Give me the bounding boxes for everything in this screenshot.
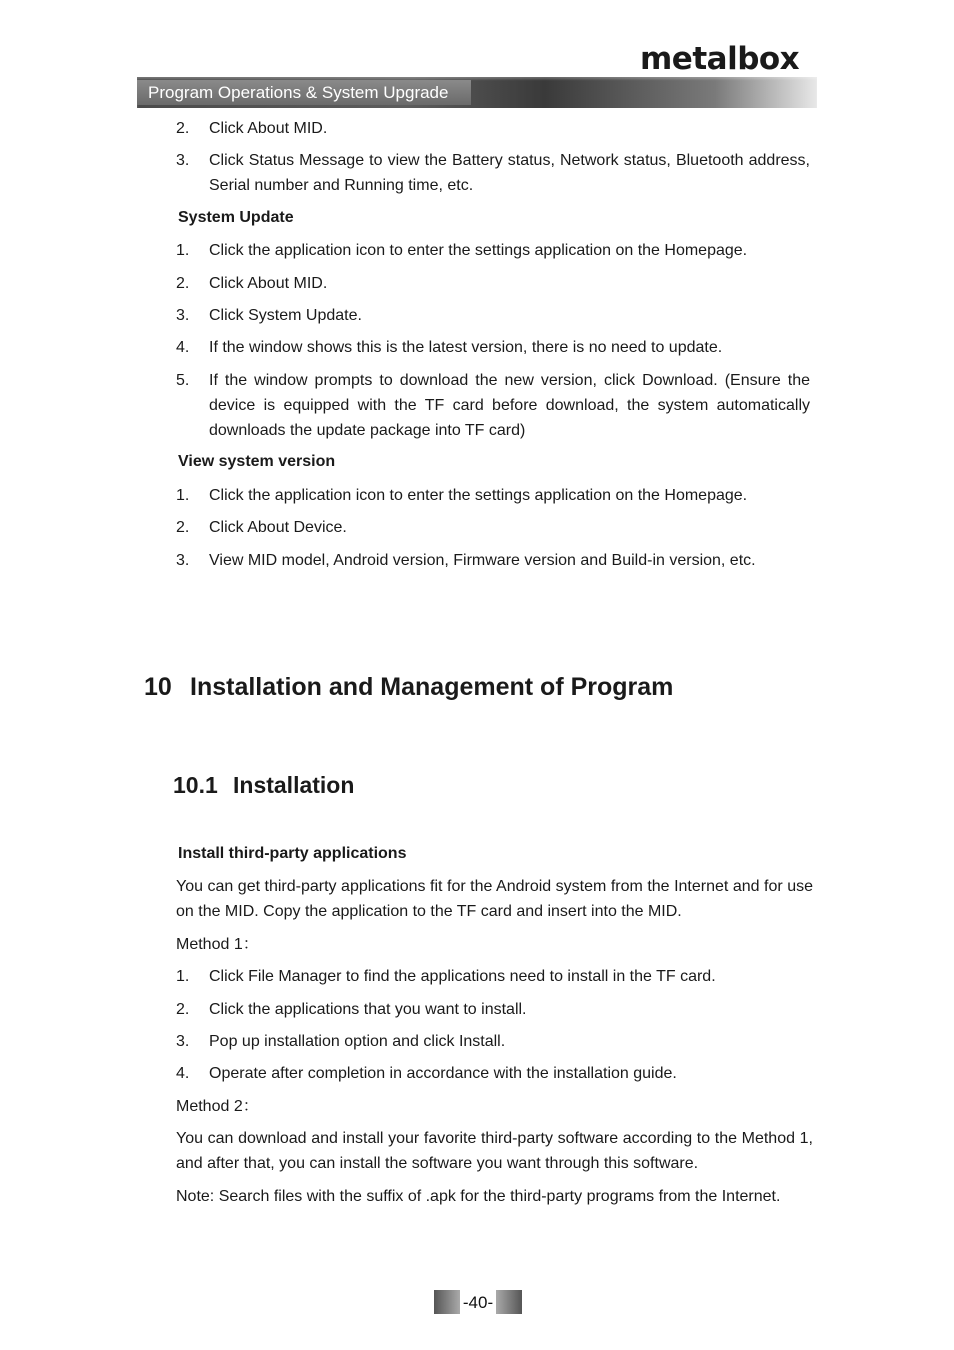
page-number: -40- [462, 1293, 494, 1312]
footer-decor-left [434, 1290, 460, 1314]
list-number: 2. [176, 1001, 190, 1018]
list-number: 2. [176, 275, 190, 292]
list-item: Click Status Message to view the Battery status, Network status, Bluetooth address, Serial number and Running time, etc. [209, 152, 810, 194]
list-number: 2. [176, 120, 190, 137]
list-item: Click the application icon to enter the settings application on the Homepage. [209, 242, 748, 259]
list-number: 5. [176, 372, 190, 389]
list-item: Click File Manager to find the applications need to install in the TF card. [209, 968, 716, 985]
method2-text: You can download and install your favorite third-party software according to the Method 1, and after that, you can install the software you want through this software. [176, 1130, 813, 1172]
install-heading: Install third-party applications [178, 845, 407, 862]
list-number: 3. [176, 552, 190, 569]
chapter-title: Installation and Management of Program [190, 673, 674, 701]
list-item: Click About MID. [209, 275, 328, 292]
list-number: 4. [176, 1065, 190, 1082]
list-item: If the window shows this is the latest version, there is no need to update. [209, 339, 723, 356]
list-number: 1. [176, 487, 190, 504]
list-item: Click About Device. [209, 519, 347, 536]
list-number: 3. [176, 152, 190, 169]
section-number: 10.1 [173, 772, 218, 798]
method2-label: Method 2： [176, 1098, 259, 1115]
list-item: Operate after completion in accordance with the installation guide. [209, 1065, 677, 1082]
list-item: View MID model, Android version, Firmware version and Build-in version, etc. [209, 552, 756, 569]
system-update-heading: System Update [178, 209, 294, 226]
list-item: Click the applications that you want to install. [209, 1001, 527, 1018]
chapter-heading [144, 671, 673, 703]
logo-graphic [640, 38, 810, 78]
list-number: 3. [176, 307, 190, 324]
footer-decor-right [496, 1290, 522, 1314]
page-footer [434, 1290, 522, 1314]
chapter-number: 10 [144, 673, 172, 701]
install-note: Note: Search files with the suffix of .apk for the third-party programs from the Internet. [176, 1188, 781, 1205]
logo-text: metalbox [640, 41, 800, 77]
list-number: 2. [176, 519, 190, 536]
method1-label: Method 1： [176, 936, 259, 953]
view-system-version-heading: View system version [178, 453, 336, 470]
list-item: Pop up installation option and click Install. [209, 1033, 506, 1050]
list-number: 4. [176, 339, 190, 356]
list-number: 3. [176, 1033, 190, 1050]
section-title: Installation [233, 772, 355, 798]
install-intro: You can get third-party applications fit for the Android system from the Internet and for use on the MID. Copy the application to the TF card and insert into the MID. [176, 878, 813, 920]
list-item: Click System Update. [209, 307, 362, 324]
list-number: 1. [176, 968, 190, 985]
list-item: If the window prompts to download the new version, click Download. (Ensure the device is equipped with the TF card before download, the system automatically downloads the update package into TF card) [209, 372, 810, 439]
section-heading [173, 770, 354, 800]
list-number: 1. [176, 242, 190, 259]
list-item: Click the application icon to enter the settings application on the Homepage. [209, 487, 748, 504]
metalbox-logo [640, 38, 810, 78]
section-header-label: Program Operations & System Upgrade [137, 80, 471, 105]
list-item: Click About MID. [209, 120, 328, 137]
